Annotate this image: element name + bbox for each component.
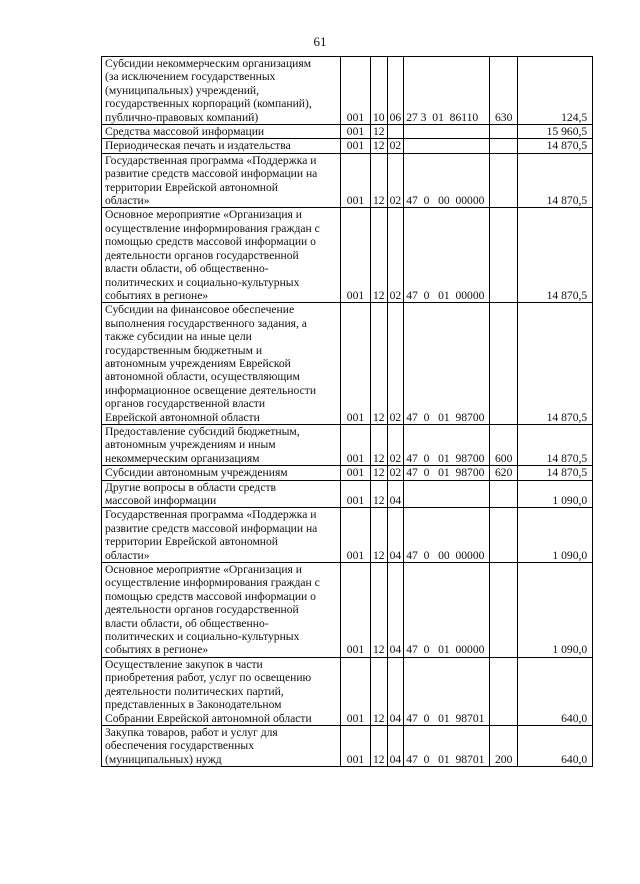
grbs-code-cell: 001	[341, 657, 371, 725]
grbs-code-cell: 001	[341, 139, 371, 153]
section-code-cell: 12	[371, 563, 388, 658]
target-article-code-cell: 47 0 01 00000	[404, 563, 490, 658]
amount-cell: 14 870,5	[518, 139, 593, 153]
expense-type-code-cell: 600	[490, 424, 518, 465]
grbs-code-cell: 001	[341, 57, 371, 125]
section-code-cell: 12	[371, 725, 388, 766]
target-article-code-cell: 47 0 01 98700	[404, 303, 490, 425]
subsection-code-cell	[387, 125, 404, 139]
target-article-code-cell	[404, 125, 490, 139]
table-row	[102, 725, 593, 766]
expense-type-code-cell	[490, 563, 518, 658]
expense-type-code-cell	[490, 139, 518, 153]
row-name-cell: Основное мероприятие «Организация и осуществление информирования граждан с помощью средств массовой информации о деятельности органов государственной власти области, об общественно- политических и социально-культурных событиях в регионе»	[102, 208, 341, 303]
grbs-code-cell: 001	[341, 208, 371, 303]
amount-cell: 1 090,0	[518, 480, 593, 508]
row-name-cell: Субсидии на финансовое обеспечение выполнения государственного задания, а также субсидии на иные цели государственным бюджетным и автономным учреждениям Еврейской автономной области, осуществляющим информационное освещение деятельности органов государственной власти Еврейской автономной области	[102, 303, 341, 425]
section-code-cell: 12	[371, 466, 388, 480]
section-code-cell: 12	[371, 139, 388, 153]
grbs-code-cell: 001	[341, 480, 371, 508]
target-article-code-cell: 47 0 00 00000	[404, 508, 490, 563]
section-code-cell: 12	[371, 424, 388, 465]
page-number: 61	[313, 34, 327, 49]
target-article-code-cell: 47 0 01 98700	[404, 424, 490, 465]
row-name-cell: Закупка товаров, работ и услуг для обеспечения государственных (муниципальных) нужд	[102, 725, 341, 766]
row-name-cell: Средства массовой информации	[102, 125, 341, 139]
subsection-code-cell: 02	[387, 208, 404, 303]
table-row	[102, 563, 593, 658]
grbs-code-cell: 001	[341, 303, 371, 425]
section-code-cell: 12	[371, 657, 388, 725]
grbs-code-cell: 001	[341, 125, 371, 139]
section-code-cell: 10	[371, 57, 388, 125]
target-article-code-cell: 27 3 01 86110	[404, 57, 490, 125]
amount-cell: 14 870,5	[518, 208, 593, 303]
table-row	[102, 139, 593, 153]
table-row	[102, 57, 593, 125]
section-code-cell: 12	[371, 153, 388, 208]
row-name-cell: Другие вопросы в области средств массовой информации	[102, 480, 341, 508]
row-name-cell: Субсидии автономным учреждениям	[102, 466, 341, 480]
amount-cell: 14 870,5	[518, 303, 593, 425]
expense-type-code-cell: 200	[490, 725, 518, 766]
table-row	[102, 657, 593, 725]
subsection-code-cell: 02	[387, 303, 404, 425]
table-row	[102, 508, 593, 563]
subsection-code-cell: 02	[387, 139, 404, 153]
row-name-cell: Осуществление закупок в части приобретения работ, услуг по освещению деятельности политических партий, представленных в Законодательном Собрании Еврейской автономной области	[102, 657, 341, 725]
expense-type-code-cell	[490, 657, 518, 725]
table-row	[102, 424, 593, 465]
grbs-code-cell: 001	[341, 563, 371, 658]
expense-type-code-cell	[490, 480, 518, 508]
amount-cell: 15 960,5	[518, 125, 593, 139]
target-article-code-cell	[404, 480, 490, 508]
table-row	[102, 125, 593, 139]
section-code-cell: 12	[371, 480, 388, 508]
row-name-cell: Основное мероприятие «Организация и осуществление информирования граждан с помощью средств массовой информации о деятельности органов государственной власти области, об общественно- политических и социально-культурных событиях в регионе»	[102, 563, 341, 658]
target-article-code-cell: 47 0 00 00000	[404, 153, 490, 208]
amount-cell: 14 870,5	[518, 153, 593, 208]
row-name-cell: Субсидии некоммерческим организациям (за исключением государственных (муниципальных) учреждений, государственных корпораций (компаний), публично-правовых компаний)	[102, 57, 341, 125]
subsection-code-cell: 02	[387, 424, 404, 465]
subsection-code-cell: 04	[387, 657, 404, 725]
table-body	[102, 57, 593, 767]
subsection-code-cell: 02	[387, 466, 404, 480]
subsection-code-cell: 04	[387, 725, 404, 766]
target-article-code-cell: 47 0 01 98701	[404, 725, 490, 766]
row-name-cell: Предоставление субсидий бюджетным, автономным учреждениям и иным некоммерческим организациям	[102, 424, 341, 465]
amount-cell: 1 090,0	[518, 563, 593, 658]
grbs-code-cell: 001	[341, 508, 371, 563]
grbs-code-cell: 001	[341, 466, 371, 480]
subsection-code-cell: 04	[387, 480, 404, 508]
expense-type-code-cell: 630	[490, 57, 518, 125]
expense-type-code-cell	[490, 153, 518, 208]
target-article-code-cell: 47 0 01 00000	[404, 208, 490, 303]
target-article-code-cell: 47 0 01 98701	[404, 657, 490, 725]
budget-table	[101, 56, 593, 767]
expense-type-code-cell	[490, 508, 518, 563]
row-name-cell: Периодическая печать и издательства	[102, 139, 341, 153]
row-name-cell: Государственная программа «Поддержка и развитие средств массовой информации на территории Еврейской автономной области»	[102, 508, 341, 563]
subsection-code-cell: 06	[387, 57, 404, 125]
expense-type-code-cell: 620	[490, 466, 518, 480]
amount-cell: 14 870,5	[518, 466, 593, 480]
amount-cell: 640,0	[518, 725, 593, 766]
section-code-cell: 12	[371, 208, 388, 303]
subsection-code-cell: 04	[387, 508, 404, 563]
table-row	[102, 208, 593, 303]
section-code-cell: 12	[371, 125, 388, 139]
grbs-code-cell: 001	[341, 424, 371, 465]
grbs-code-cell: 001	[341, 725, 371, 766]
table-row	[102, 303, 593, 425]
table-row	[102, 480, 593, 508]
amount-cell: 1 090,0	[518, 508, 593, 563]
expense-type-code-cell	[490, 303, 518, 425]
amount-cell: 640,0	[518, 657, 593, 725]
amount-cell: 124,5	[518, 57, 593, 125]
subsection-code-cell: 02	[387, 153, 404, 208]
grbs-code-cell: 001	[341, 153, 371, 208]
table-row	[102, 153, 593, 208]
section-code-cell: 12	[371, 508, 388, 563]
expense-type-code-cell	[490, 208, 518, 303]
subsection-code-cell: 04	[387, 563, 404, 658]
row-name-cell: Государственная программа «Поддержка и развитие средств массовой информации на территории Еврейской автономной области»	[102, 153, 341, 208]
section-code-cell: 12	[371, 303, 388, 425]
table-row	[102, 466, 593, 480]
expense-type-code-cell	[490, 125, 518, 139]
target-article-code-cell	[404, 139, 490, 153]
target-article-code-cell: 47 0 01 98700	[404, 466, 490, 480]
amount-cell: 14 870,5	[518, 424, 593, 465]
